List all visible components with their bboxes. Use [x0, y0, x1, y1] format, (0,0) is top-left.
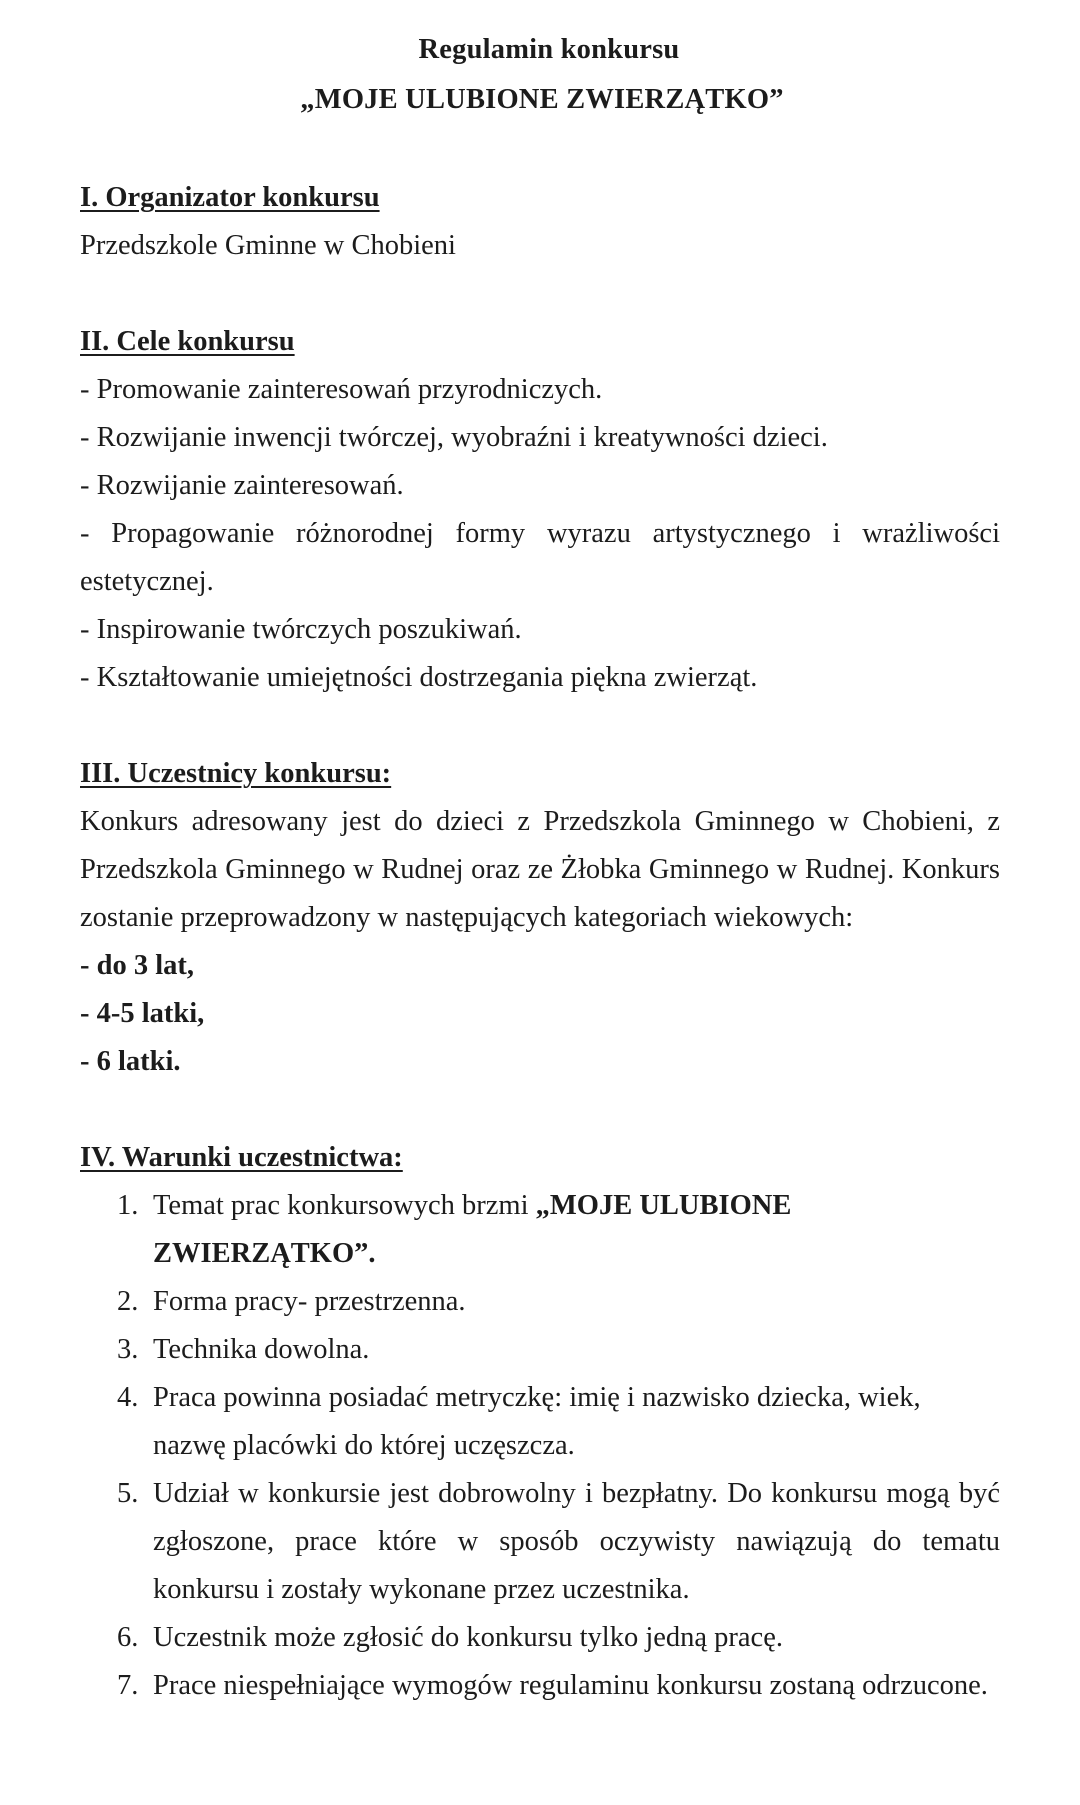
section-participants: [80, 750, 1000, 1086]
section-heading: I. Organizator konkursu: [80, 182, 380, 213]
item-text: Forma pracy- przestrzenna.: [153, 1286, 466, 1317]
condition-item: [80, 1326, 1000, 1374]
item-text: Technika dowolna.: [153, 1334, 370, 1365]
age-category: - 4-5 latki,: [80, 998, 205, 1029]
item-text: Uczestnik może zgłosić do konkursu tylko jedną pracę.: [153, 1622, 783, 1653]
item-number: 5.: [117, 1478, 139, 1509]
item-number: 1.: [117, 1190, 139, 1221]
contest-name: „MOJE ULUBIONE ZWIERZĄTKO”: [300, 84, 784, 115]
age-category: - do 3 lat,: [80, 950, 194, 981]
section-organizer: [80, 174, 1000, 270]
condition-item: [80, 1470, 1000, 1614]
item-text: Prace niespełniające wymogów regulaminu konkursu zostaną odrzucone.: [153, 1670, 988, 1701]
item-text-bold: „MOJE ULUBIONE ZWIERZĄTKO”.: [153, 1190, 792, 1269]
item-text: Udział w konkursie jest dobrowolny i bezpłatny. Do konkursu mogą być zgłoszone, prace które w sposób oczywisty nawiązują do tematu konkursu i zostały wykonane przez uczestnika.: [153, 1478, 1000, 1605]
item-number: 7.: [117, 1670, 139, 1701]
organizer-text: Przedszkole Gminne w Chobieni: [80, 230, 456, 261]
conditions-list: [80, 1182, 1000, 1710]
list-item: - Kształtowanie umiejętności dostrzegania piękna zwierząt.: [80, 662, 758, 693]
list-item: - Promowanie zainteresowań przyrodniczych.: [80, 374, 603, 405]
condition-item: [80, 1182, 1000, 1278]
list-item: - Rozwijanie inwencji twórczej, wyobraźni i kreatywności dzieci.: [80, 422, 828, 453]
section-heading: IV. Warunki uczestnictwa:: [80, 1142, 403, 1173]
condition-item: [80, 1374, 1000, 1470]
item-text: Praca powinna posiadać metryczkę: imię i nazwisko dziecka, wiek, nazwę placówki do której uczęszcza.: [153, 1382, 921, 1461]
item-number: 2.: [117, 1286, 139, 1317]
section-heading: III. Uczestnicy konkursu:: [80, 758, 392, 789]
condition-item: [80, 1614, 1000, 1662]
item-number: 6.: [117, 1622, 139, 1653]
section-heading: II. Cele konkursu: [80, 326, 295, 357]
condition-item: [80, 1278, 1000, 1326]
list-item: - Inspirowanie twórczych poszukiwań.: [80, 614, 522, 645]
section-conditions: [80, 1134, 1000, 1710]
list-item: - Rozwijanie zainteresowań.: [80, 470, 404, 501]
item-text: Temat prac konkursowych brzmi: [153, 1190, 536, 1221]
document-title: Regulamin konkursu: [418, 34, 680, 65]
item-number: 3.: [117, 1334, 139, 1365]
item-number: 4.: [117, 1382, 139, 1413]
section-goals: [80, 318, 1000, 702]
condition-item: [80, 1662, 1000, 1710]
participants-paragraph: Konkurs adresowany jest do dzieci z Przedszkola Gminnego w Chobieni, z Przedszkola Gminnego w Rudnej oraz ze Żłobka Gminnego w Rudnej. Konkurs zostanie przeprowadzony w następujących kategoriach wiekowych:: [80, 806, 1000, 933]
list-item: - Propagowanie różnorodnej formy wyrazu artystycznego i wrażliwości estetycznej.: [80, 518, 1000, 597]
age-category: - 6 latki.: [80, 1046, 181, 1077]
